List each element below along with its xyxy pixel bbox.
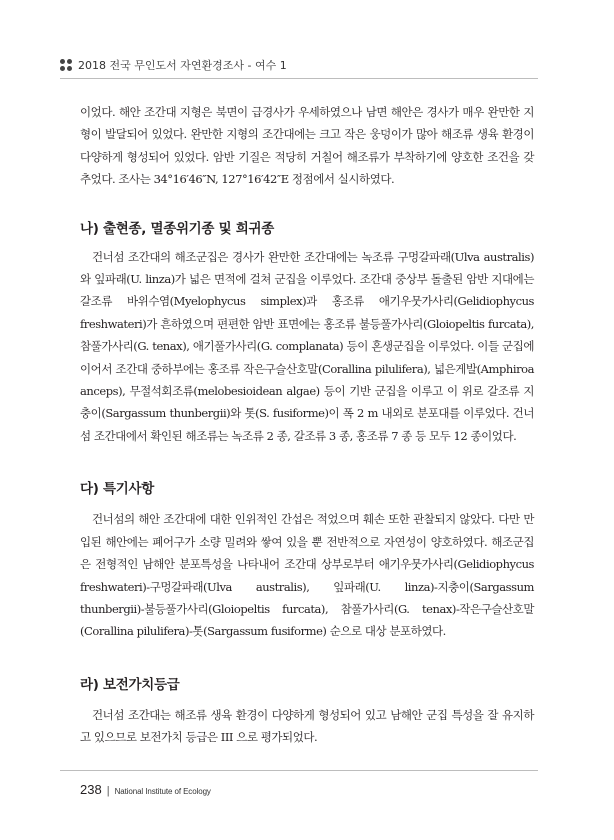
footer-divider — [60, 770, 538, 771]
section-paragraph-conservation: 건너섬 조간대는 해조류 생육 환경이 다양하게 형성되어 있고 남해안 군집 특성을 잘 유지하고 있으므로 보전가치 등급은 III 으로 평가되었다. — [80, 707, 534, 745]
section-heading-species: 나) 출현종, 멸종위기종 및 희귀종 — [80, 220, 274, 237]
section-paragraph-species: 건너섬 조간대의 해조군집은 경사가 완만한 조간대에는 녹조류 구멍갈파래(Ulva australis)와 잎파래(U. linza)가 넓은 면적에 걸쳐 군집을 이루었다. 조간대 중상부 돌출된 암반 지대에는 갈조류 바위수염(Myelophycus simplex)과 홍조류 애기우뭇가사리(Gelidiophycus freshwateri)가 흔하였으며 편편한 암반 표면에는 홍조류 불등풀가사리(Gloiopeltis furcata), 참풀가사리(G. tenax), 애기풀가사리(G. complanata) 등이 혼생군집을 이루었다. 이들 군집에 이어서 조간대 중하부에는 홍조류 작은구슬산호말(Corallina pilulifera), 넓은게발(Amphiroa anceps), 무절석회조류(melobesioidean algae) 등이 기반 군집을 이루고 이 위로 갈조류 지충이(Sargassum thunbergii)와 톳(S. fusiforme)이 폭 2 m 내외로 분포대를 이루었다. 건너섬 조간대에서 확인된 해조류는 녹조류 2 종, 갈조류 3 종, 홍조류 7 종 등 모두 12 종이었다. — [80, 249, 534, 443]
section-paragraph-notes: 건너섬의 해안 조간대에 대한 인위적인 간섭은 적었으며 훼손 또한 관찰되지 않았다. 다만 만입된 해안에는 폐어구가 소량 밀려와 쌓여 있을 뿐 전반적으로 자연성이 양호하였다. 해조군집은 전형적인 남해안 분포특성을 나타내어 조간대 상부로부터 애기우뭇가사리(Gelidiophycus freshwateri)-구멍갈파래(Ulva australis), 잎파래(U. linza)-지충이(Sargassum thunbergii)-불등풀가사리(Gloiopeltis furcata), 참풀가사리(G. tenax)-작은구슬산호말(Corallina pilulifera)-톳(Sargassum fusiforme) 순으로 대상 분포하였다. — [80, 512, 534, 639]
main-content — [80, 101, 534, 749]
bullet-dots-icon — [60, 59, 72, 71]
header-divider — [60, 78, 538, 79]
footer-separator: | — [106, 785, 110, 797]
header-title: 2018 전국 무인도서 자연환경조사 - 여수 1 — [78, 59, 287, 72]
institution-name: National Institute of Ecology — [114, 787, 211, 796]
section-heading-conservation: 라) 보전가치등급 — [80, 676, 180, 693]
page-number: 238 — [80, 782, 102, 797]
page-footer — [80, 782, 211, 797]
section-heading-notes: 다) 특기사항 — [80, 481, 154, 498]
page-header — [60, 55, 530, 75]
intro-paragraph: 이었다. 해안 조간대 지형은 북면이 급경사가 우세하였으나 남면 해안은 경사가 매우 완만한 지형이 발달되어 있었다. 완만한 지형의 조간대에는 크고 작은 웅덩이가 많아 해조류 생육 환경이 다양하게 형성되어 있었다. 암반 기질은 적당히 거칠어 해조류가 부착하기에 양호한 조건을 갖추었다. 조사는 34°16′46″N, 127°16′42″E 정점에서 실시하였다. — [80, 105, 534, 187]
